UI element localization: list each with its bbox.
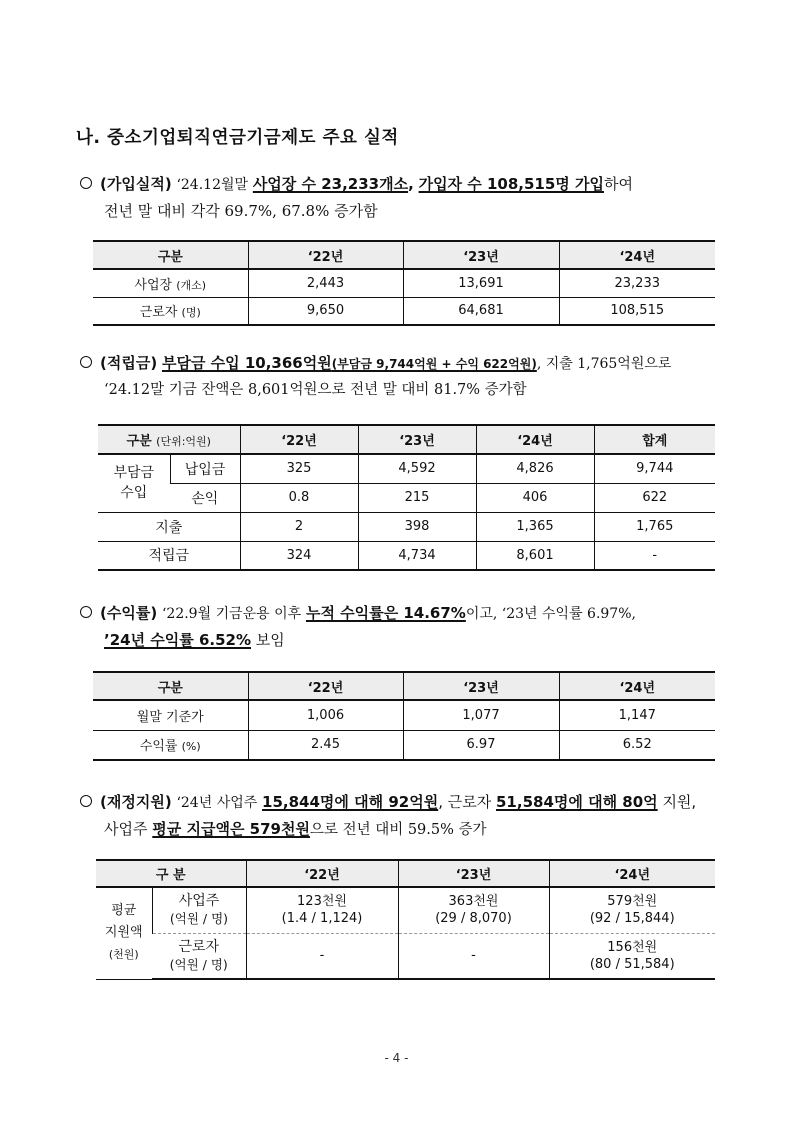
text-worker-support: 51,584명에 대해 80억 <box>496 793 658 811</box>
row-label: 적립금 <box>98 541 240 570</box>
text-contribution-breakdown: (부담금 9,744억원 + 수익 622억원) <box>331 357 537 371</box>
page-number: - 4 - <box>384 1051 409 1065</box>
label-reserve: (적립금) <box>100 354 158 372</box>
text-2024-return: ’24년 수익률 6.52% <box>104 631 252 649</box>
row-label: 사업장 <box>134 277 173 293</box>
text-expenditure: , 지출 1,765억원으로 <box>536 356 672 372</box>
table-header: ‘23년 <box>398 860 549 887</box>
table-cell: 2 <box>240 512 358 541</box>
table-header: ‘22년 <box>246 860 398 887</box>
table-cell-sub: (29 / 8,070) <box>435 911 512 927</box>
table-cell-sub: (80 / 51,584) <box>589 956 675 972</box>
circle-bullet-icon <box>80 177 92 189</box>
table-row <box>96 933 715 979</box>
table-cell: 6.52 <box>559 730 715 760</box>
table-cell: 215 <box>358 483 476 512</box>
table-cell: 108,515 <box>559 297 715 325</box>
text-increase-rate: 전년 말 대비 각각 69.7%, 67.8% 증가함 <box>104 202 378 220</box>
table-cell: 1,077 <box>403 700 559 730</box>
paragraph-reserve <box>80 350 671 403</box>
paragraph-enrollment <box>80 171 633 224</box>
table-row <box>96 887 715 933</box>
table-header: ‘22년 <box>240 425 358 454</box>
row-label: 손익 <box>170 483 240 512</box>
row-label: 월말 기준가 <box>136 709 204 725</box>
row-unit: (개소) <box>176 278 207 292</box>
table-cell: 579천원 <box>607 894 658 910</box>
table-header: ‘22년 <box>248 672 403 700</box>
section-heading: 나. 중소기업퇴직연금기금제도 주요 실적 <box>76 128 399 148</box>
label-return: (수익률) <box>100 604 158 622</box>
row-label: 지출 <box>98 512 240 541</box>
table-header: ‘24년 <box>559 672 715 700</box>
row-unit: (억원 / 명) <box>169 911 229 927</box>
text-comma: , <box>408 175 414 193</box>
table-header: 합계 <box>594 425 715 454</box>
row-label: 사업주 <box>178 893 220 910</box>
row-unit: (명) <box>181 306 201 320</box>
table-row <box>98 454 715 483</box>
table-enrollment <box>93 240 715 326</box>
table-reserve <box>98 424 715 571</box>
table-row <box>98 483 715 512</box>
table-row <box>93 297 715 325</box>
table-row <box>98 512 715 541</box>
table-cell: 1,147 <box>559 700 715 730</box>
group-label: 수입 <box>120 485 148 502</box>
table-cell: 9,650 <box>248 297 403 325</box>
table-cell: 1,006 <box>248 700 403 730</box>
text-employer: ‘24년 사업주 <box>176 795 258 811</box>
paragraph-return <box>80 600 636 653</box>
table-cell: 4,826 <box>476 454 594 483</box>
group-label: 평균 <box>111 903 137 919</box>
table-header: ‘23년 <box>403 672 559 700</box>
table-cell: 1,765 <box>594 512 715 541</box>
group-label: 지원액 <box>104 925 143 941</box>
text-contribution-income: 부담금 수입 10,366억원 <box>161 354 332 372</box>
table-cell: 324 <box>240 541 358 570</box>
row-label: 근로자 <box>178 938 220 955</box>
text-average-payment: 평균 지급액은 579천원 <box>152 820 310 838</box>
row-unit: (%) <box>181 740 201 754</box>
table-cell: 4,734 <box>358 541 476 570</box>
table-cell-sub: (92 / 15,844) <box>589 911 675 927</box>
text-fund-balance: ‘24.12말 기금 잔액은 8,601억원으로 전년 말 대비 81.7% 증가함 <box>104 382 527 398</box>
table-cell: 156천원 <box>607 939 658 955</box>
table-cell: 2.45 <box>248 730 403 760</box>
text-employer-2: 사업주 <box>104 820 148 838</box>
label-financial-support: (재정지원) <box>100 793 172 811</box>
row-unit: (억원 / 명) <box>169 956 228 972</box>
table-row <box>98 541 715 570</box>
table-cell: 0.8 <box>240 483 358 512</box>
text-worker: , 근로자 <box>438 793 492 811</box>
table-row <box>93 269 715 297</box>
text-since: ‘22.9월 기금운용 이후 <box>161 606 302 622</box>
table-cell: 6.97 <box>403 730 559 760</box>
table-cell: 4,592 <box>358 454 476 483</box>
paragraph-financial-support <box>80 789 696 843</box>
table-cell: 398 <box>358 512 476 541</box>
text-increase: 으로 전년 대비 59.5% 증가 <box>309 822 487 838</box>
text-2023-return: 이고, ‘23년 수익률 6.97%, <box>465 606 636 622</box>
text-employer-support: 15,844명에 대해 92억원 <box>262 793 439 811</box>
table-header: 구 분 <box>96 860 246 887</box>
table-cell: 622 <box>594 483 715 512</box>
circle-bullet-icon <box>80 606 92 618</box>
circle-bullet-icon <box>80 795 92 807</box>
table-cell: 2,443 <box>248 269 403 297</box>
table-cell: 363천원 <box>448 894 499 910</box>
text-cumulative-return: 누적 수익률은 14.67% <box>305 604 466 622</box>
group-label: 부담금 <box>113 465 155 482</box>
row-label: 근로자 <box>139 305 178 321</box>
row-label: 납입금 <box>170 454 240 483</box>
table-cell: 23,233 <box>559 269 715 297</box>
table-return <box>93 671 715 761</box>
table-row <box>93 700 715 730</box>
table-cell-sub: (1.4 / 1,124) <box>281 911 363 927</box>
circle-bullet-icon <box>80 356 92 368</box>
table-cell: 123천원 <box>297 894 347 910</box>
table-cell: 8,601 <box>476 541 594 570</box>
table-financial-support <box>96 859 715 980</box>
text-workplaces: 사업장 수 23,233개소 <box>252 175 409 193</box>
row-label: 수익률 <box>139 739 178 755</box>
table-header: ‘24년 <box>476 425 594 454</box>
group-unit: (천원) <box>108 948 139 962</box>
table-header: ‘23년 <box>358 425 476 454</box>
table-row <box>93 730 715 760</box>
table-cell: 9,744 <box>594 454 715 483</box>
table-cell: 13,691 <box>403 269 559 297</box>
table-header: ‘22년 <box>248 241 403 269</box>
label-enrollment: (가입실적) <box>100 175 172 193</box>
text-date: ‘24.12월말 <box>176 177 249 193</box>
table-header: 구분 <box>93 672 248 700</box>
table-header: ‘24년 <box>559 241 715 269</box>
table-header: 구분 <box>126 434 152 449</box>
table-cell: 325 <box>240 454 358 483</box>
table-header: 구분 <box>93 241 248 269</box>
table-cell: 1,365 <box>476 512 594 541</box>
text-suffix: 하여 <box>604 175 633 193</box>
table-header: ‘23년 <box>403 241 559 269</box>
table-cell: - <box>398 933 549 979</box>
table-cell: - <box>594 541 715 570</box>
table-cell: - <box>246 933 398 979</box>
table-header: ‘24년 <box>549 860 715 887</box>
text-support: 지원, <box>662 793 697 811</box>
table-cell: 64,681 <box>403 297 559 325</box>
text-subscribers: 가입자 수 108,515명 가입 <box>418 175 604 193</box>
table-header-unit: (단위:억원) <box>156 435 211 448</box>
table-cell: 406 <box>476 483 594 512</box>
text-show: 보임 <box>255 631 285 649</box>
